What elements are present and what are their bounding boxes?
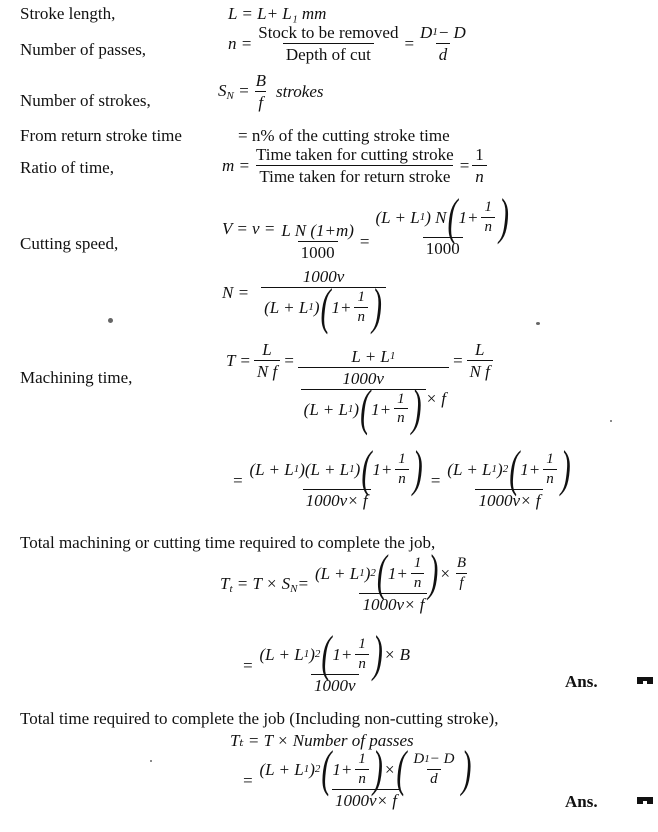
label-number-of-passes: Number of passes, — [20, 40, 147, 59]
scan-speck — [108, 318, 113, 323]
ans-label-2: Ans. — [565, 792, 598, 811]
label-cutting-speed: Cutting speed, — [20, 234, 119, 253]
pointing-hand-icon — [636, 796, 654, 805]
thousand-2: 1000 — [423, 237, 463, 258]
label-return-stroke-time: From return stroke time — [20, 126, 182, 145]
time-return-stroke: Time taken for return stroke — [256, 165, 453, 186]
thousand-v-f-3: 1000v× f — [359, 593, 427, 614]
passes-equation: n = $\frac{\text{Stock to be removed}}{\text{Depth of cut}}$ = D 1 − D d — [228, 23, 466, 64]
cutting-speed-equation: V = v = $\frac{\text{L N (1+m)}}{1000}$ = (L + L 1 ) N ( 1+ $\frac{1}{n}$ ) 1000 — [222, 189, 509, 262]
total-time-result: = (L + L 1 ) 2 ( 1+ $\frac{1}{n}$ ) × ( D 1 − D d ) 1000v× f — [242, 740, 472, 810]
strokes-word: strokes — [275, 81, 324, 101]
ratio-equation: m = $\frac{\text{Time taken for cutting stroke}}{\text{Time taken for return stroke}}$ = $\frac{1}{n}$ — [222, 146, 490, 186]
thousand-v-1: 1000v — [302, 267, 345, 286]
stroke-length-equation: L = L+ L₁ mm — [228, 4, 327, 23]
label-number-of-strokes: Number of strokes, — [20, 91, 151, 110]
time-cutting-stroke: Time taken for cutting stroke — [256, 145, 454, 164]
label-machining-time: Machining time, — [20, 368, 133, 387]
total-machining-result: = (L + L 1 ) 2 ( 1+ $\frac{1}{n}$ ) × B 1000v — [242, 625, 410, 695]
one: 1 — [475, 145, 484, 164]
n: n — [472, 165, 487, 186]
thousand-v-f-2: 1000v× f — [475, 489, 543, 510]
machining-time-equation: T = $\frac{L}{\text{N f}}$ = L + L 1 1000v (L + L 1 ) ( 1+ $\frac{1}{n}$ ) × f = $\frac{L}{\text{N f}}$ — [226, 348, 496, 427]
total-time-passes: Tₜ = T × Number of passes — [230, 731, 414, 750]
scan-speck — [610, 420, 612, 422]
ratio-lhs: m = — [222, 155, 250, 175]
spindle-speed-equation: N = 1000v (L + L 1 ) ( 1+ $\frac{1}{n}$ ) — [222, 268, 389, 325]
depth-of-cut: Depth of cut — [283, 43, 374, 64]
stock-to-be-removed: Stock to be removed — [258, 23, 399, 42]
thousand-1: 1000 — [298, 241, 338, 262]
strokes-equation: $S_N$ = $\frac{B}{f}$ strokes — [218, 71, 324, 112]
return-stroke-rhs: = n% of the cutting stroke time — [238, 126, 450, 145]
total-time-heading: Total time required to complete the job (Including non-cutting stroke), — [20, 709, 499, 728]
label-ratio-of-time: Ratio of time, — [20, 158, 114, 177]
scan-speck — [536, 322, 540, 325]
total-machining-equation: $T_t = T \times S_N=$ (L + L 1 ) 2 ( 1+ $\frac{1}{n}$ ) × $\frac{B}{f}$ 1000v× f — [220, 544, 467, 614]
passes-lhs: n = — [228, 33, 253, 53]
thousand-v-f-4: 1000v× f — [332, 789, 400, 810]
label-stroke-length: Stroke length, — [20, 4, 116, 23]
scan-speck — [150, 760, 152, 762]
pointing-hand-icon — [636, 676, 654, 685]
thousand-v-3: 1000v — [311, 674, 359, 695]
thousand-v-2: 1000v — [342, 368, 384, 388]
thousand-v-f-1: 1000v× f — [303, 489, 371, 510]
total-machining-heading: Total machining or cutting time required to complete the job, — [20, 533, 436, 552]
ans-label-1: Ans. — [565, 672, 598, 691]
machining-time-expansion: = (L + L 1 )(L + L 1 ) ( 1+ $\frac{1}{n}$ ) 1000v× f = (L + L 1 ) 2 ( 1+ $\frac{1}{n}$ ) 1000v× f — [232, 440, 571, 510]
